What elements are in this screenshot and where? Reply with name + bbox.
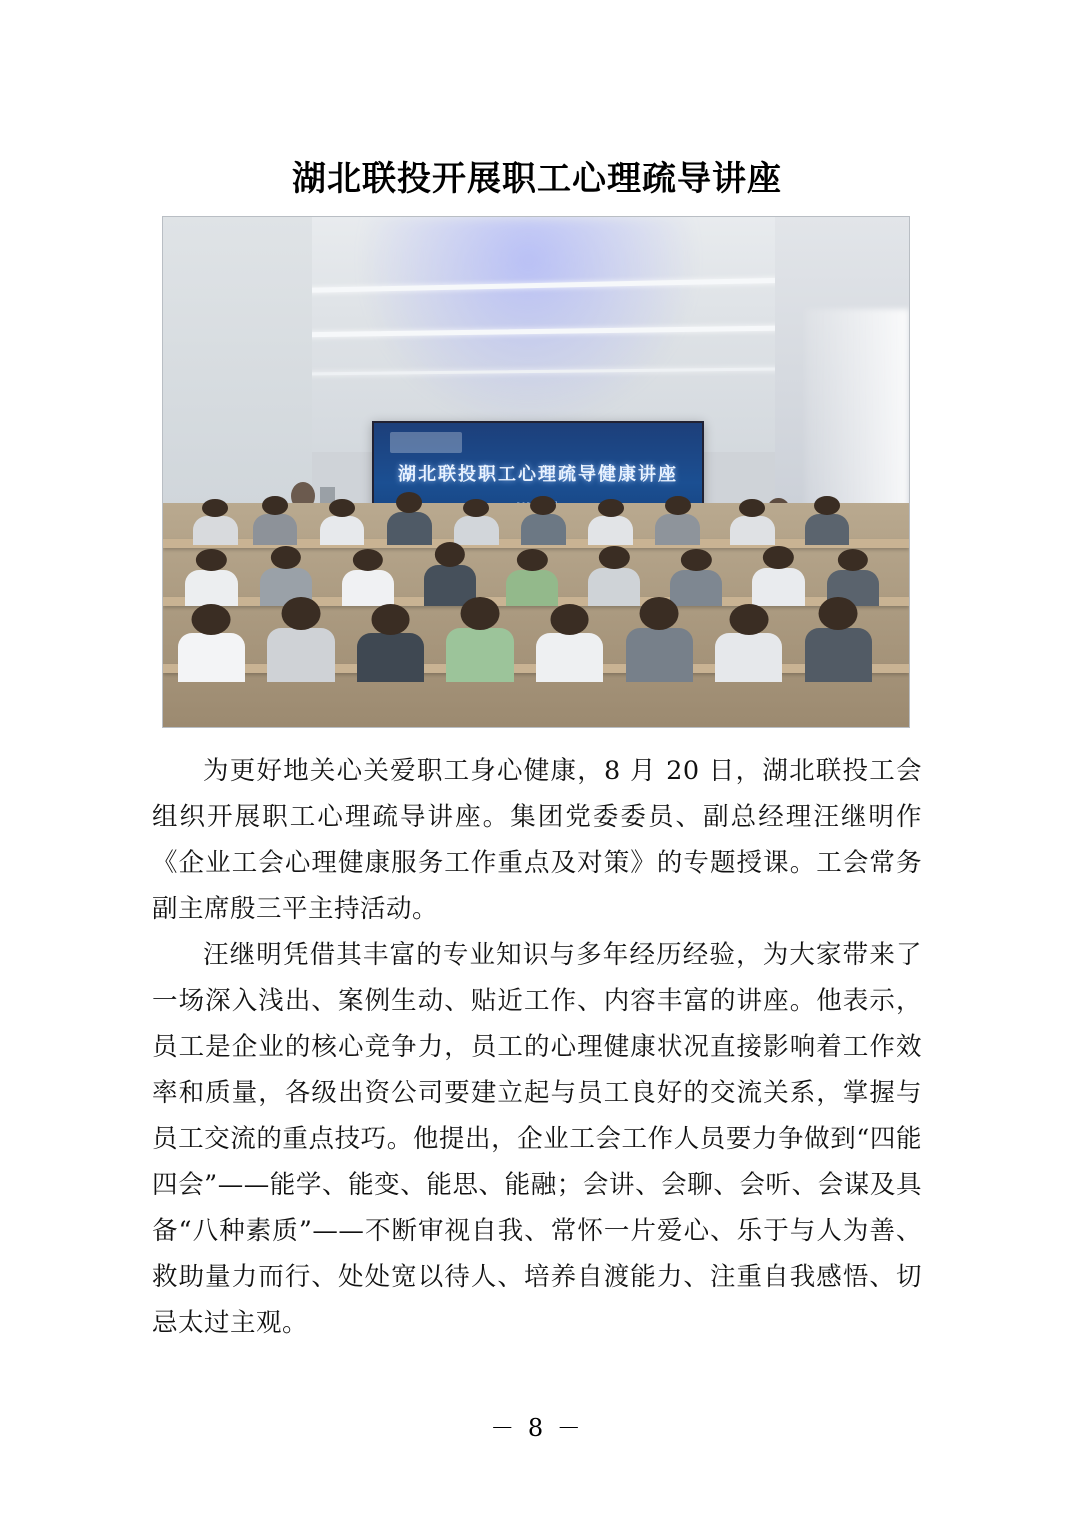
page-title: 湖北联投开展职工心理疏导讲座 — [292, 158, 782, 199]
audience-person — [588, 568, 640, 606]
audience-person — [670, 570, 722, 606]
audience-person — [752, 568, 804, 606]
audience-person — [446, 628, 513, 682]
left-wall — [163, 217, 312, 533]
audience-person — [805, 514, 850, 545]
article-photo — [162, 216, 910, 728]
paragraph-2: 汪继明凭借其丰富的专业知识与多年经历经验，为大家带来了一场深入浅出、案例生动、贴近工作、内容丰富的讲座。他表示，员工是企业的核心竞争力，员工的心理健康状况直接影响着工作效率和质量，各级出资公司要建立起与员工良好的交流关系，掌握与员工交流的重点技巧。他提出，企业工会工作人员要力争做到“四能四会”——能学、能变、能思、能融；会讲、会聊、会听、会谋及具备“八种素质”——不断审视自我、常怀一片爱心、乐于与人为善、救助量力而行、处处宽以待人、培养自渡能力、注重自我感悟、切忌太过主观。 — [152, 940, 922, 1338]
window-light — [805, 309, 909, 523]
audience-person — [193, 516, 238, 545]
photo-scene — [163, 217, 909, 727]
screen-logo-icon — [390, 432, 462, 453]
paragraph-1: 为更好地关心关爱职工身心健康，8 月 20 日，湖北联投工会组织开展职工心理疏导讲座。集团党委委员、副总经理汪继明作《企业工会心理健康服务工作重点及对策》的专题授课。工会常务副主席殷三平主持活动。 — [152, 756, 922, 924]
screen-title-text: 湖北联投职工心理疏导健康讲座 — [397, 464, 678, 486]
audience-person — [730, 516, 775, 545]
audience-person — [805, 628, 872, 682]
audience-person — [715, 633, 782, 682]
audience-person — [320, 516, 365, 545]
projector-glow — [357, 217, 700, 431]
audience-area — [163, 503, 909, 727]
audience-person — [521, 514, 566, 545]
audience-person — [588, 516, 633, 545]
article-body — [152, 748, 922, 1346]
audience-person — [342, 570, 394, 606]
audience-person — [506, 570, 558, 606]
audience-person — [178, 633, 245, 682]
page-number: － 8 － — [490, 1414, 584, 1442]
audience-person — [454, 516, 499, 545]
audience-person — [387, 512, 432, 546]
audience-person — [185, 570, 237, 606]
audience-person — [357, 633, 424, 682]
audience-person — [536, 633, 603, 682]
audience-person — [655, 514, 700, 545]
audience-person — [626, 628, 693, 682]
audience-person — [267, 628, 334, 682]
audience-person — [253, 514, 298, 545]
